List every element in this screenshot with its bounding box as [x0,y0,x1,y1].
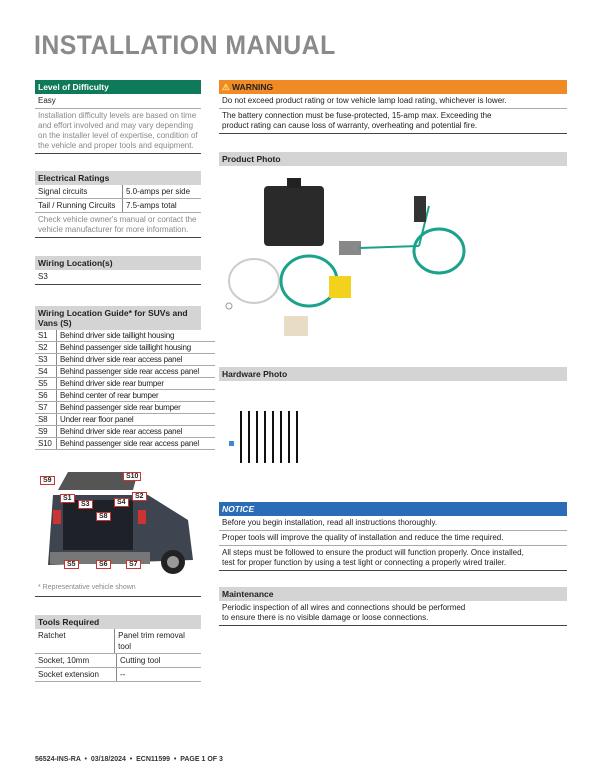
tool-name: Socket extension [35,668,117,681]
guide-row [35,438,215,450]
location-marker: S9 [40,476,55,485]
location-desc: Behind passenger side rear access panel [60,439,199,448]
guide-row [35,342,215,354]
tool-row [35,654,201,668]
section-header: Level of Difficulty [35,80,201,94]
location-desc: Behind center of rear bumper [60,391,159,400]
maintenance-text: Periodic inspection of all wires and connections should be performed to ensure there is no visible damage or loose connections. [219,601,567,626]
section-header: Electrical Ratings [35,171,201,185]
guide-row [35,366,215,378]
warning-triangle-icon: ⚠ [222,82,230,92]
footer: 56524-INS-RA • 03/18/2024 • ECN11599 • PAGE 1 OF 3 [35,756,223,763]
tool-name: Panel trim removal tool [118,631,185,651]
section-header: Tools Required [35,615,201,629]
vehicle-image [38,470,198,578]
rating-value: 7.5-amps total [126,201,177,210]
location-code: S7 [35,402,57,413]
wiring-location-value: S3 [35,270,201,285]
vehicle-diagram [38,470,198,578]
location-code: S1 [35,330,57,341]
location-marker: S3 [78,500,93,509]
divider [35,596,201,597]
section-header: Product Photo [219,152,567,166]
location-marker: S7 [126,560,141,569]
location-desc: Behind passenger side rear bumper [60,403,181,412]
tool-name: Cutting tool [120,656,161,665]
location-code: S8 [35,414,57,425]
guide-row [35,414,215,426]
notice-line: Before you begin installation, read all instructions thoroughly. [219,516,567,531]
location-marker: S2 [132,492,147,501]
tool-row [35,668,201,682]
location-marker: S8 [96,512,111,521]
tool-name: Socket, 10mm [35,654,117,667]
location-desc: Behind driver side rear bumper [60,379,164,388]
location-marker: S10 [123,472,141,481]
hardware-photo [219,381,339,471]
warning-line: Do not exceed product rating or tow vehicle lamp load rating, whichever is lower. [219,94,567,109]
guide-row [35,330,215,342]
location-desc: Behind passenger side taillight housing [60,343,191,352]
guide-row [35,354,215,366]
section-header: Wiring Location(s) [35,256,201,270]
warning-line: The battery connection must be fuse-protected, 15-amp max. Exceeding the product rating can cause loss of warranty, overheating and potential fire. [222,111,492,130]
location-desc: Behind driver side rear access panel [60,355,183,364]
hardware-photo-section [219,367,567,473]
difficulty-section [35,80,201,154]
section-header: NOTICE [219,502,567,516]
product-photo [219,166,567,336]
rating-label: Signal circuits [35,185,123,198]
location-desc: Behind driver side taillight housing [60,331,175,340]
location-marker: S4 [114,498,129,507]
vehicle-caption: * Representative vehicle shown [38,584,136,591]
section-header: Maintenance [219,587,567,601]
tool-row [35,629,201,654]
warning-section [219,80,567,134]
maintenance-section [219,587,567,626]
electrical-section [35,171,201,238]
guide-row [35,378,215,390]
product-photo-section [219,152,567,338]
wiring-location-section [35,256,201,285]
location-code: S4 [35,366,57,377]
page-title: INSTALLATION MANUAL [34,30,336,60]
warning-title: WARNING [232,82,274,92]
location-code: S10 [35,438,57,449]
electrical-note: Check vehicle owner's manual or contact the vehicle manufacturer for more information. [35,213,201,238]
tool-name: -- [120,670,126,679]
location-code: S5 [35,378,57,389]
location-marker: S5 [64,560,79,569]
section-header [219,80,567,94]
tools-section [35,615,201,682]
location-code: S2 [35,342,57,353]
guide-row [35,426,215,438]
location-desc: Behind driver side rear access panel [60,427,183,436]
notice-line: All steps must be followed to ensure the product will function properly. Once installed, test for proper function by using a test light or connecting a properly wired trailer. [219,546,567,571]
location-marker: S1 [60,494,75,503]
notice-line: Proper tools will improve the quality of installation and reduce the time required. [219,531,567,546]
location-code: S3 [35,354,57,365]
location-code: S6 [35,390,57,401]
rating-value: 5.0-amps per side [126,187,191,196]
section-header: Wiring Location Guide* for SUVs and Vans (S) [35,306,201,330]
guide-row [35,390,215,402]
location-desc: Behind passenger side rear access panel [60,367,199,376]
guide-row [35,402,215,414]
location-marker: S6 [96,560,111,569]
notice-section [219,502,567,571]
tool-name: Ratchet [35,629,115,653]
difficulty-note: Installation difficulty levels are based on time and effort involved and may vary depending on the installer level of expertise, condition of the vehicle and proper tools and equipment. [35,109,201,154]
location-code: S9 [35,426,57,437]
section-header: Hardware Photo [219,367,567,381]
difficulty-value: Easy [35,94,201,109]
rating-label: Tail / Running Circuits [35,199,123,212]
guide-section [35,306,215,450]
location-desc: Under rear floor panel [60,415,134,424]
